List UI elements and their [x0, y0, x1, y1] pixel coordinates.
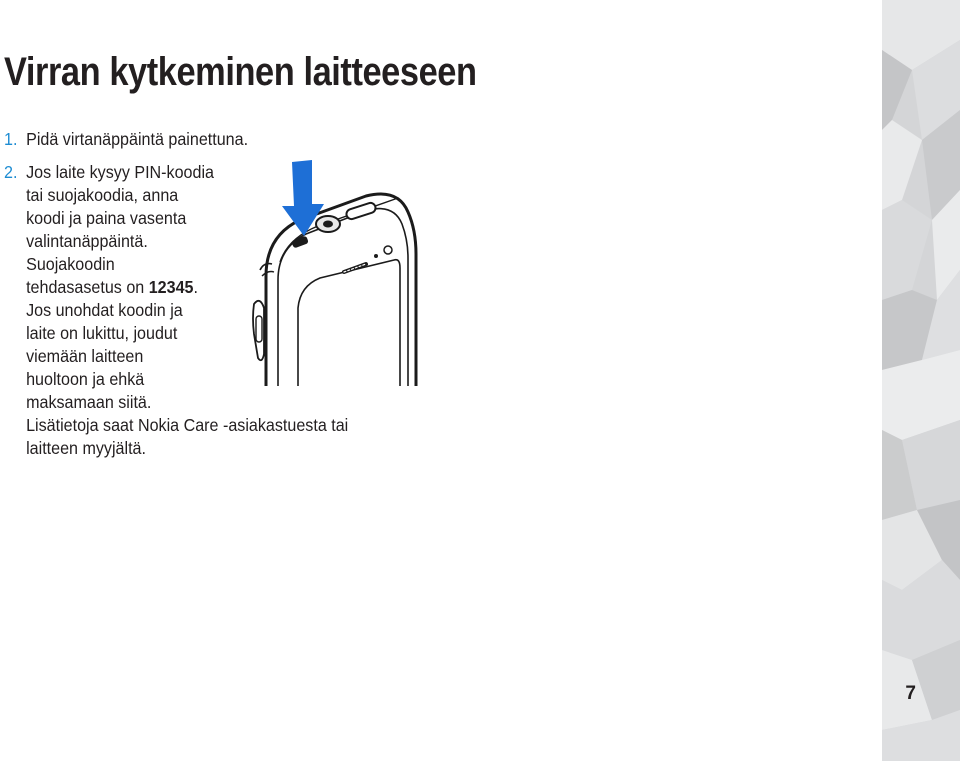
- step-2-line: laitteen myyjältä.: [26, 438, 146, 458]
- faceted-pattern: [882, 0, 960, 761]
- factory-code-suffix: .: [193, 277, 198, 297]
- factory-code-value: 12345: [148, 277, 194, 297]
- phone-top-illustration: [248, 158, 426, 386]
- step-2-line: huoltoon ja ehkä: [26, 369, 145, 389]
- step-1-text: Pidä virtanäppäintä painettuna.: [26, 129, 249, 149]
- step-2-line: maksamaan siitä.: [26, 392, 152, 412]
- step-2-line: koodi ja paina vasenta: [26, 208, 187, 228]
- step-1-number: 1.: [4, 129, 18, 149]
- decorative-side-strip: [882, 0, 960, 761]
- step-1: [4, 128, 248, 151]
- step-2-number: 2.: [4, 162, 18, 182]
- step-2-line: laite on lukittu, joudut: [26, 323, 178, 343]
- step-2-line: viemään laitteen: [26, 346, 144, 366]
- factory-code-prefix: tehdasasetus on: [26, 277, 149, 297]
- page-title: Virran kytkeminen laitteeseen: [4, 50, 477, 94]
- step-2-line: Suojakoodin: [26, 254, 115, 274]
- step-2-line: Jos laite kysyy PIN-koodia: [26, 162, 214, 182]
- page-number: 7: [905, 683, 916, 704]
- step-2-line: Jos unohdat koodin ja: [26, 300, 183, 320]
- step-2-line: valintanäppäintä.: [26, 231, 148, 251]
- step-2-line: Lisätietoja saat Nokia Care -asiakastuesta tai: [26, 415, 349, 435]
- step-2-line: tai suojakoodia, anna: [26, 185, 179, 205]
